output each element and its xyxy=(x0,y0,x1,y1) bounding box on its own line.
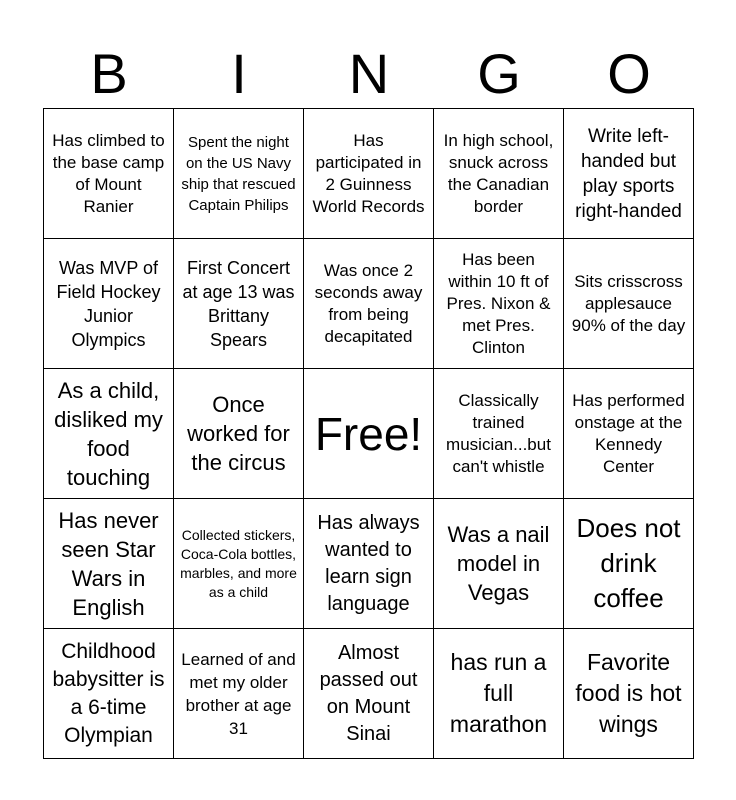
bingo-cell[interactable] xyxy=(44,239,174,369)
bingo-cell[interactable] xyxy=(564,369,694,499)
bingo-cell[interactable] xyxy=(564,239,694,369)
bingo-cell[interactable] xyxy=(44,369,174,499)
cell-text: Has been within 10 ft of Pres. Nixon & met Pres. Clinton xyxy=(446,249,551,357)
cell-text: Was MVP of Field Hockey Junior Olympics xyxy=(56,257,161,350)
bingo-cell[interactable] xyxy=(564,109,694,239)
header-letter-o: O xyxy=(607,42,651,105)
bingo-cell[interactable] xyxy=(564,629,694,759)
bingo-cell[interactable] xyxy=(174,629,304,759)
cell-text: Was once 2 seconds away from being decapitated xyxy=(314,260,423,346)
header-letter-i: I xyxy=(231,42,247,105)
bingo-cell[interactable] xyxy=(174,109,304,239)
cell-text: Was a nail model in Vegas xyxy=(447,522,550,605)
cell-text: In high school, snuck across the Canadian border xyxy=(443,130,554,216)
cell-text: Has never seen Star Wars in English xyxy=(58,507,159,620)
bingo-cell[interactable] xyxy=(304,109,434,239)
bingo-cell[interactable] xyxy=(304,629,434,759)
cell-text: Has participated in 2 Guinness World Records xyxy=(312,130,425,216)
cell-text: Sits crisscross applesauce 90% of the day xyxy=(571,271,686,335)
bingo-cell[interactable] xyxy=(44,629,174,759)
header-letter-g: G xyxy=(477,42,521,105)
cell-text: As a child, disliked my food touching xyxy=(54,377,163,490)
free-space-text: Free! xyxy=(314,407,423,460)
bingo-cell[interactable] xyxy=(174,239,304,369)
cell-text: Has performed onstage at the Kennedy Center xyxy=(572,390,685,476)
cell-text: Classically trained musician...but can't whistle xyxy=(446,390,551,476)
bingo-cell[interactable] xyxy=(44,109,174,239)
bingo-cell[interactable] xyxy=(434,239,564,369)
bingo-cell[interactable] xyxy=(434,369,564,499)
cell-text: Does not drink coffee xyxy=(576,513,681,613)
cell-text: Spent the night on the US Navy ship that rescued Captain Philips xyxy=(181,133,296,214)
bingo-cell[interactable] xyxy=(304,239,434,369)
bingo-board xyxy=(43,108,694,759)
cell-text: Has climbed to the base camp of Mount Ranier xyxy=(52,130,165,216)
bingo-cell[interactable] xyxy=(174,499,304,629)
cell-text: Learned of and met my older brother at age 31 xyxy=(181,649,296,738)
cell-text: Almost passed out on Mount Sinai xyxy=(319,641,418,745)
cell-text: Favorite food is hot wings xyxy=(575,649,682,737)
bingo-cell[interactable] xyxy=(434,629,564,759)
bingo-cell[interactable] xyxy=(434,109,564,239)
cell-text: First Concert at age 13 was Brittany Spears xyxy=(182,257,295,350)
bingo-header xyxy=(44,40,694,108)
header-letter-n: N xyxy=(348,42,390,105)
header-letter-b: B xyxy=(90,42,128,105)
cell-text: has run a full marathon xyxy=(449,649,548,737)
cell-text: Collected stickers, Coca-Cola bottles, marbles, and more as a child xyxy=(180,526,297,600)
bingo-cell[interactable] xyxy=(174,369,304,499)
bingo-cell[interactable] xyxy=(304,499,434,629)
cell-text: Childhood babysitter is a 6-time Olympian xyxy=(52,639,165,747)
free-space[interactable] xyxy=(304,369,434,499)
bingo-cell[interactable] xyxy=(564,499,694,629)
cell-text: Write left-handed but play sports right-handed xyxy=(575,125,682,222)
cell-text: Once worked for the circus xyxy=(187,392,290,475)
cell-text: Has always wanted to learn sign language xyxy=(317,511,420,615)
bingo-cell[interactable] xyxy=(44,499,174,629)
bingo-cell[interactable] xyxy=(434,499,564,629)
